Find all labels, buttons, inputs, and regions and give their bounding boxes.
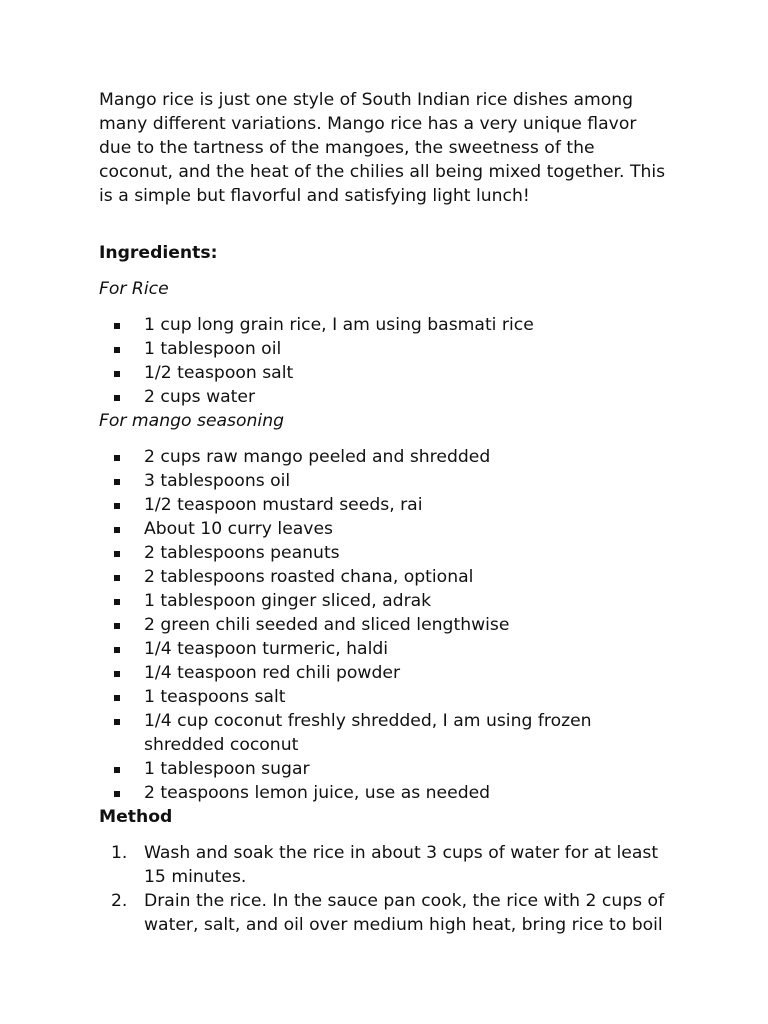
bullet-icon [114, 527, 120, 533]
list-item [99, 445, 672, 469]
seasoning-ingredient-list [99, 445, 672, 805]
list-item [99, 385, 672, 409]
list-item [99, 313, 672, 337]
method-steps-list [99, 841, 672, 937]
list-item [99, 637, 672, 661]
bullet-icon [114, 599, 120, 605]
list-item [99, 517, 672, 541]
list-item [99, 709, 672, 757]
ingredient-text: 1/2 teaspoon mustard seeds, rai [144, 495, 423, 515]
bullet-icon [114, 575, 120, 581]
ingredient-text: 1 tablespoon ginger sliced, adrak [144, 591, 432, 611]
ingredient-text: 2 tablespoons roasted chana, optional [144, 567, 474, 587]
bullet-icon [114, 623, 120, 629]
bullet-icon [114, 503, 120, 509]
list-item [99, 613, 672, 637]
ingredient-text: 1 teaspoons salt [144, 687, 286, 707]
ingredient-text: 1 cup long grain rice, I am using basmati rice [144, 315, 534, 335]
list-item [99, 589, 672, 613]
bullet-icon [114, 395, 120, 401]
list-item [99, 781, 672, 805]
bullet-icon [114, 791, 120, 797]
list-item [99, 469, 672, 493]
bullet-icon [114, 455, 120, 461]
list-item [99, 889, 672, 937]
ingredient-text: 2 green chili seeded and sliced lengthwise [144, 615, 510, 635]
step-number: 1. [111, 843, 128, 863]
list-item [99, 361, 672, 385]
step-text: Wash and soak the rice in about 3 cups of water for at least 15 minutes. [144, 843, 659, 887]
ingredient-text: 1/4 teaspoon turmeric, haldi [144, 639, 389, 659]
ingredient-text: 1 tablespoon sugar [144, 759, 310, 779]
list-item [99, 541, 672, 565]
bullet-icon [114, 551, 120, 557]
ingredient-text: 3 tablespoons oil [144, 471, 291, 491]
bullet-icon [114, 695, 120, 701]
seasoning-subheading: For mango seasoning [99, 411, 284, 431]
bullet-icon [114, 719, 120, 725]
ingredient-text: 2 cups water [144, 387, 256, 407]
ingredient-text: 2 cups raw mango peeled and shredded [144, 447, 491, 467]
ingredient-text: About 10 curry leaves [144, 519, 334, 539]
bullet-icon [114, 371, 120, 377]
rice-ingredient-list [99, 313, 672, 409]
intro-paragraph: Mango rice is just one style of South Indian rice dishes among many different variations. Mango rice has a very unique flavor due to the tartness of the mangoes, the sweetness of the coconut, and the heat of the chilies all being mixed together. This is a simple but flavorful and satisfying light lunch! [99, 90, 666, 206]
bullet-icon [114, 647, 120, 653]
list-item [99, 337, 672, 361]
ingredient-text: 1/4 teaspoon red chili powder [144, 663, 401, 683]
ingredients-heading: Ingredients: [99, 243, 218, 263]
ingredient-text: 1 tablespoon oil [144, 339, 282, 359]
list-item [99, 685, 672, 709]
ingredient-text: 1/2 teaspoon salt [144, 363, 294, 383]
step-text: Drain the rice. In the sauce pan cook, the rice with 2 cups of water, salt, and oil over medium high heat, bring rice to boil [144, 891, 665, 935]
method-heading: Method [99, 807, 173, 827]
ingredient-text: 2 tablespoons peanuts [144, 543, 340, 563]
list-item [99, 661, 672, 685]
bullet-icon [114, 671, 120, 677]
rice-subheading: For Rice [99, 279, 169, 299]
step-number: 2. [111, 891, 128, 911]
list-item [99, 493, 672, 517]
bullet-icon [114, 323, 120, 329]
bullet-icon [114, 347, 120, 353]
list-item [99, 565, 672, 589]
list-item [99, 757, 672, 781]
list-item [99, 841, 672, 889]
bullet-icon [114, 767, 120, 773]
ingredient-text: 1/4 cup coconut freshly shredded, I am using frozen shredded coconut [144, 711, 592, 755]
ingredient-text: 2 teaspoons lemon juice, use as needed [144, 783, 491, 803]
bullet-icon [114, 479, 120, 485]
